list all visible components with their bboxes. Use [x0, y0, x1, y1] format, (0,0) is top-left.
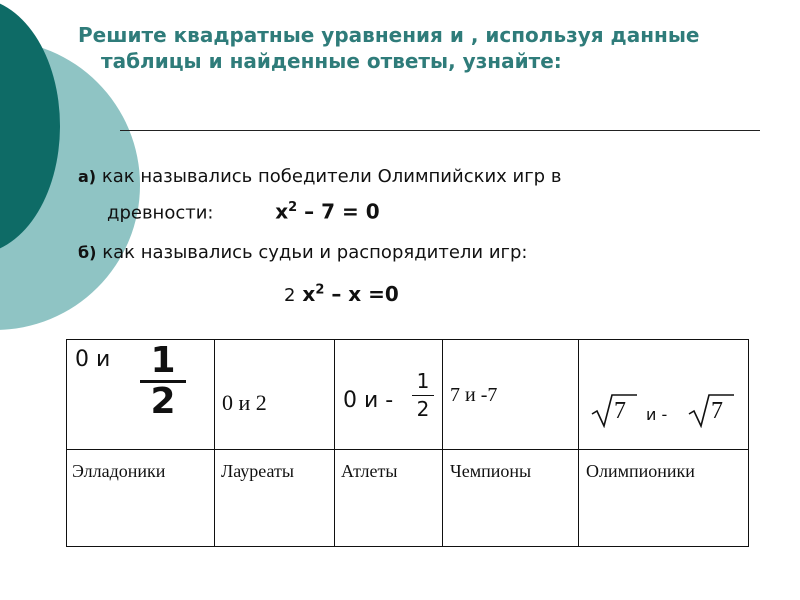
question-b-text: как назывались судьи и распорядители игр: — [102, 242, 528, 263]
name-cell-2: Лауреаты — [221, 461, 294, 481]
name-cell-1: Элладоники — [72, 461, 166, 481]
equation-a-power: 2 — [288, 200, 298, 215]
equation-b-coef: 2 — [284, 285, 296, 306]
equation-b-base: x — [302, 282, 316, 306]
answer-cell-4: 7 и -7 — [450, 384, 498, 406]
sqrt-radicand-2: 7 — [711, 398, 723, 424]
equation-a-rest: – 7 = 0 — [304, 199, 380, 224]
answer-cell-2: 0 и 2 — [222, 390, 267, 415]
equation-a — [275, 192, 379, 228]
name-cell-5: Олимпионики — [586, 461, 695, 481]
question-a-text-line-2: древности: — [107, 202, 214, 224]
question-a — [78, 161, 561, 229]
answer-cell-1-prefix: 0 и — [75, 347, 111, 372]
answer-cell-1-fraction — [140, 342, 186, 421]
title-line-1: Решите квадратные уравнения и , используя данные — [78, 23, 700, 47]
slide-title — [78, 22, 778, 74]
name-cell-4: Чемпионы — [450, 461, 532, 481]
equation-b — [284, 282, 399, 306]
answer-cell-5-joiner: и - — [646, 405, 668, 424]
name-cell-3: Атлеты — [341, 461, 398, 481]
fraction-3-denominator: 2 — [412, 395, 434, 423]
equation-a-base: x — [275, 199, 289, 224]
fraction-3-numerator: 1 — [416, 369, 430, 393]
answer-cell-3-prefix: 0 и - — [343, 388, 394, 413]
fraction-1-numerator: 1 — [150, 340, 176, 381]
question-a-tag: а) — [78, 167, 97, 186]
question-a-text: как назывались победители Олимпийских игр в — [101, 166, 562, 187]
equation-b-rest: – x =0 — [331, 282, 399, 306]
fraction-1-denominator: 2 — [140, 380, 186, 421]
title-underline — [120, 130, 760, 131]
title-line-2: таблицы и найденные ответы, узнайте: — [101, 49, 562, 73]
question-b-tag: б) — [78, 243, 97, 262]
question-b — [78, 237, 527, 268]
equation-b-power: 2 — [315, 282, 325, 298]
answer-cell-3-fraction — [412, 368, 434, 423]
sqrt-radicand-1: 7 — [614, 398, 626, 424]
